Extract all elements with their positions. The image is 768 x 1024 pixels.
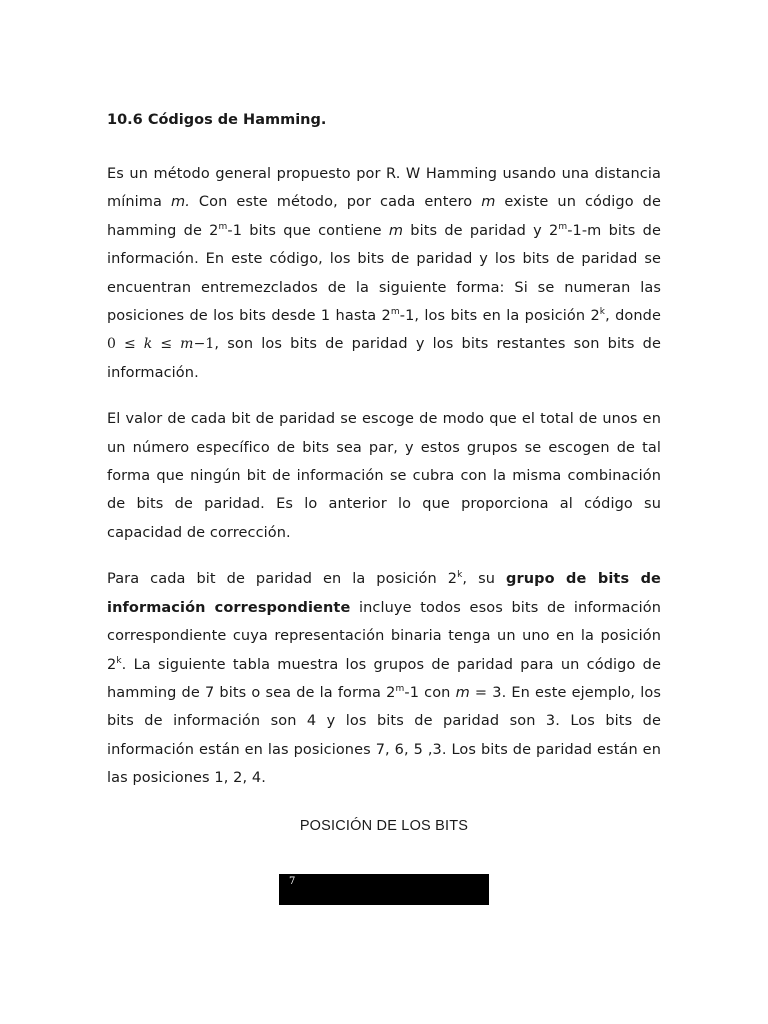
paragraph-2: El valor de cada bit de paridad se escoge de modo que el total de unos en un número específico de bits sea par, y estos grupos se escogen de tal forma que ningún bit de información se cubra con la misma combinación de bits de paridad. Es lo anterior lo que proporciona al código su capacidad de corrección. xyxy=(107,411,661,541)
parity-table-header xyxy=(279,874,489,905)
section-heading: 10.6 Códigos de Hamming. xyxy=(107,112,327,128)
table-caption: POSICIÓN DE LOS BITS xyxy=(299,818,469,834)
bold-term: grupo de bits de información correspondiente xyxy=(107,571,661,616)
table-cell: 7 xyxy=(289,876,296,887)
paragraph-1: Es un método general propuesto por R. W Hamming usando una distancia mínima m. Con este método, por cada entero m existe un código de hamming de 2$^m$-1 bits que contiene m bits de paridad y 2$^m$-1-m bits de información. En este código, los bits de paridad y los bits de paridad se encuentran entremezclados de la siguiente forma: Si se numeran las posiciones de los bits desde 1 hasta 2$^m$-1, los bits en la posición 2$^k$, donde 0 ≤ k ≤ m−1, son los bits de paridad y los bits restantes son bits de información. xyxy=(107,166,662,381)
paragraph-3: Para cada bit de paridad en la posición 2$^k$, su grupo de bits de información correspondiente incluye todos esos bits de información correspondiente cuya representación binaria tenga un uno en la posición 2$^k$. La siguiente tabla muestra los grupos de paridad para un código de hamming de 7 bits o sea de la forma 2$^m$-1 con m = 3. En este ejemplo, los bits de información son 4 y los bits de paridad son 3. Los bits de información están en las posiciones 7, 6, 5 ,3. Los bits de paridad están en las posiciones 1, 2, 4. xyxy=(107,570,662,787)
inequality-formula: 0 ≤ k ≤ m−1 xyxy=(107,336,215,353)
document-body xyxy=(107,110,661,811)
